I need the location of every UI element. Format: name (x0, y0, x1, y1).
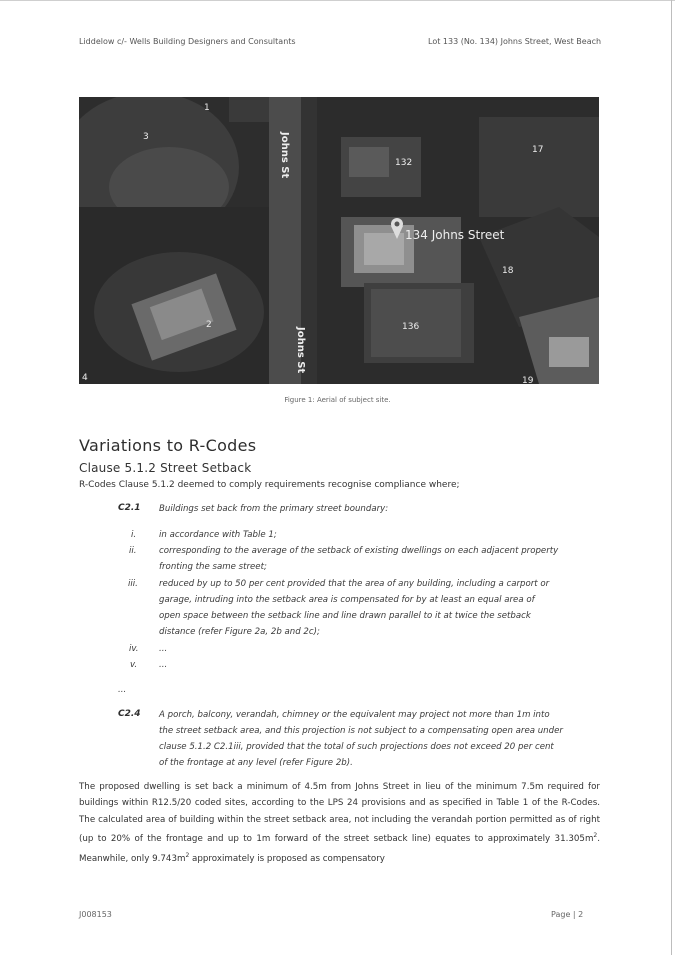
top-edge-line (0, 0, 675, 1)
body-text-part: . Meanwhile, only 9.743m (79, 834, 600, 864)
lot-label-2: 2 (206, 320, 212, 330)
figure-caption: Figure 1: Aerial of subject site. (284, 396, 391, 404)
section-subheading: Clause 5.1.2 Street Setback (79, 461, 252, 475)
item-line: corresponding to the average of the setback of existing dwellings on each adjacent property (159, 546, 559, 556)
clause-c21-text: Buildings set back from the primary street boundary: (159, 504, 389, 514)
item-number: v. (130, 660, 138, 670)
superscript: 2 (185, 851, 190, 859)
clause-ellipsis: ... (118, 685, 127, 695)
superscript: 2 (593, 832, 598, 840)
item-line: ... (159, 644, 168, 654)
item-line: in accordance with Table 1; (159, 530, 277, 540)
item-line: garage, intruding into the setback area is compensated for by at least an equal area of (159, 595, 535, 605)
section-heading: Variations to R-Codes (79, 436, 257, 455)
item-line: open space between the setback line and line drawn parallel to it at twice the setback (159, 611, 531, 621)
item-line: ... (159, 660, 168, 670)
lot-label-132: 132 (395, 158, 413, 168)
lot-label-136: 136 (402, 322, 420, 332)
lot-label-3: 3 (143, 132, 149, 142)
item-line: reduced by up to 50 per cent provided that the area of any building, including a carport or (159, 579, 550, 589)
item-number: iii. (128, 579, 138, 589)
clause-c24-line: A porch, balcony, verandah, chimney or the equivalent may project not more than 1m into (159, 710, 550, 720)
body-paragraph (79, 779, 600, 867)
lot-label-18: 18 (502, 266, 514, 276)
intro-text: R-Codes Clause 5.1.2 deemed to comply requirements recognise compliance where; (79, 480, 460, 490)
body-text-part: approximately is proposed as compensatory (189, 853, 385, 864)
footer-page-number: Page | 2 (551, 910, 584, 919)
clause-c24-number: C2.4 (118, 709, 141, 719)
street-label-top: Johns St (279, 132, 290, 179)
marker-label: 134 Johns Street (405, 228, 505, 242)
footer-reference: J008153 (79, 910, 112, 919)
item-number: ii. (129, 546, 137, 556)
item-number: i. (131, 530, 137, 540)
header-left: Liddelow c/- Wells Building Designers and Consultants (79, 37, 296, 46)
lot-label-19: 19 (522, 376, 534, 384)
lot-label-17: 17 (532, 145, 544, 155)
clause-c21-number: C2.1 (118, 503, 141, 513)
clause-c24-line: of the frontage at any level (refer Figure 2b). (159, 758, 353, 768)
street-label-bottom: Johns St (295, 327, 306, 374)
body-text-part: The proposed dwelling is set back a minimum of 4.5m from Johns Street in lieu of the minimum 7.5m required for buildings within R12.5/20 coded sites, according to the LPS 24 provisions and as specified in Table 1 of the R-Codes. The calculated area of building within the street setback area, not including the verandah portion permitted as of right (up to 20% of the frontage and up to 1m forward of the street setback line) equates to approximately 31.305m (79, 782, 600, 845)
clause-c24-line: clause 5.1.2 C2.1iii, provided that the total of such projections does not exceed 20 per cent (159, 742, 554, 752)
item-line: distance (refer Figure 2a, 2b and 2c); (159, 627, 320, 637)
item-line: fronting the same street; (159, 562, 267, 572)
lot-label-1: 1 (204, 103, 210, 113)
clause-c24-line: the street setback area, and this projection is not subject to a compensating open area under (159, 726, 563, 736)
scan-edge-line (671, 0, 672, 955)
lot-label-4: 4 (82, 373, 88, 383)
aerial-map (79, 97, 599, 384)
item-number: iv. (129, 644, 139, 654)
header-right: Lot 133 (No. 134) Johns Street, West Beach (428, 37, 602, 46)
